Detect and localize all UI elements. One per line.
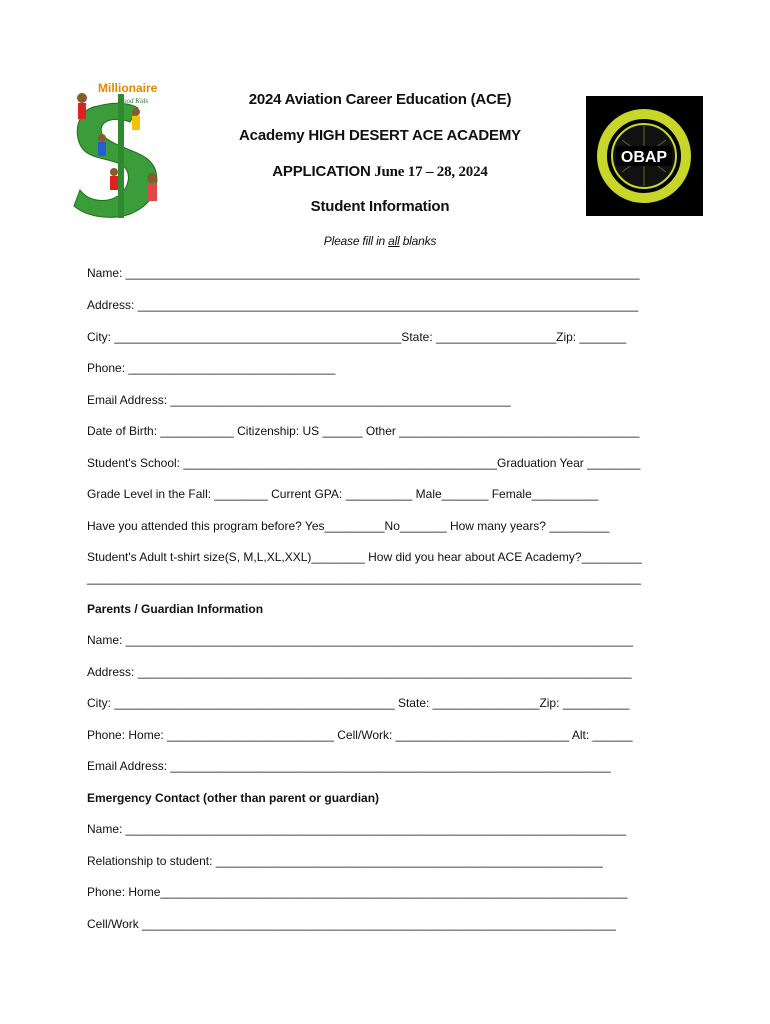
student-city-state-zip-field[interactable]: City: ___________________________________________State: __________________Zip: _______ [87,330,627,344]
obap-logo-text: OBAP [620,149,668,166]
parent-email-field[interactable]: Email Address: __________________________________________________________________ [87,759,611,773]
student-phone-field[interactable]: Phone: _______________________________ [87,361,336,375]
header-dates: June 17 – 28, 2024 [370,164,488,180]
header-application: APPLICATION [272,163,371,180]
parent-name-field[interactable]: Name: ____________________________________________________________________________ [87,633,633,647]
obap-logo [586,96,703,216]
emergency-name-field[interactable]: Name: ___________________________________________________________________________ [87,822,627,836]
dob-citizenship-field[interactable]: Date of Birth: ___________ Citizenship: US ______ Other ____________________________________ [87,424,640,438]
parent-phone-field[interactable]: Phone: Home: _________________________ Cell/Work: __________________________ Alt: ______ [87,728,633,742]
logo-text-hood-kids: Hood Kids [118,97,149,105]
note-part-1: Please fill in [323,234,389,248]
student-address-field[interactable]: Address: ___________________________________________________________________________ [87,298,639,312]
school-graduation-field[interactable]: Student's School: _______________________________________________Graduation Year ________ [87,456,641,470]
parent-city-state-zip-field[interactable]: City: __________________________________________ State: ________________Zip: __________ [87,696,630,710]
note-part-all: all [388,234,400,248]
attended-before-field[interactable]: Have you attended this program before? Yes_________No_______ How many years? _________ [87,519,610,533]
section-title-student-information: Student Information [310,198,450,215]
instructions-note [180,234,580,248]
header-line-1: 2024 Aviation Career Education (ACE) [248,91,512,108]
referral-continuation-line[interactable]: ___________________________________________________________________________________ [87,571,641,585]
section-title-emergency-contact: Emergency Contact (other than parent or guardian) [87,791,380,805]
millionaire-hood-kids-logo [68,78,186,224]
header-line-3 [180,163,580,181]
note-part-2: blanks [399,234,437,248]
emergency-cell-work-field[interactable]: Cell/Work _______________________________________________________________________ [87,917,616,931]
header-line-2: Academy HIGH DESERT ACE ACADEMY [239,127,521,144]
emergency-phone-home-field[interactable]: Phone: Home______________________________________________________________________ [87,885,628,899]
tshirt-referral-field[interactable]: Student's Adult t-shirt size(S, M,L,XL,XXL)________ How did you hear about ACE Academy?_________ [87,550,642,564]
grade-gpa-gender-field[interactable]: Grade Level in the Fall: ________ Current GPA: __________ Male_______ Female__________ [87,487,599,501]
section-title-parents-guardian: Parents / Guardian Information [87,602,264,616]
student-name-field[interactable]: Name: _____________________________________________________________________________ [87,266,640,280]
emergency-relationship-field[interactable]: Relationship to student: __________________________________________________________ [87,854,603,868]
parent-address-field[interactable]: Address: __________________________________________________________________________ [87,665,632,679]
student-email-field[interactable]: Email Address: ___________________________________________________ [87,393,511,407]
logo-text-millionaire: Millionaire [98,81,158,95]
